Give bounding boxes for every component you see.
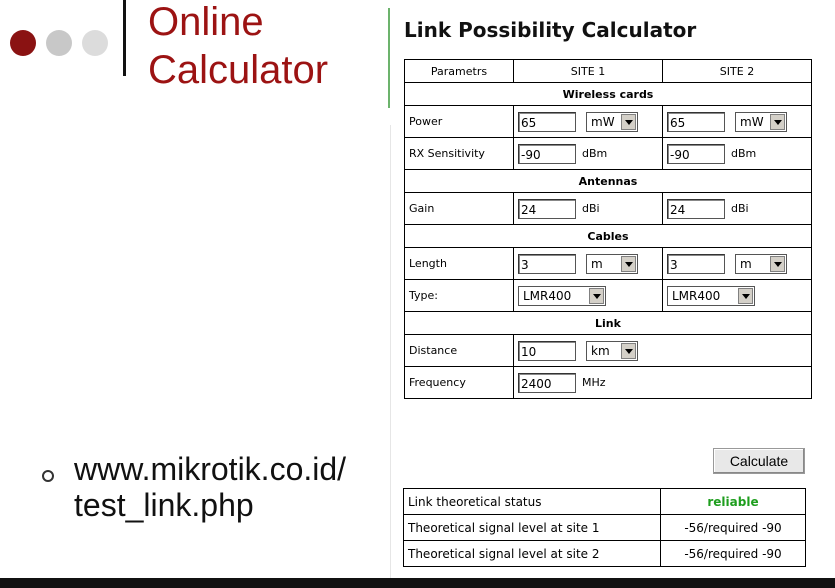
gray-dot-icon xyxy=(46,30,72,56)
section-cables: Cables xyxy=(405,225,812,248)
header-site1: SITE 1 xyxy=(514,60,663,83)
chevron-down-icon[interactable] xyxy=(621,256,636,272)
calculator-title: Link Possibility Calculator xyxy=(404,18,697,42)
length-site2-unit-select[interactable]: m xyxy=(735,254,787,274)
result-label: Theoretical signal level at site 2 xyxy=(404,541,661,567)
rx-site2-input[interactable]: -90 xyxy=(667,144,725,164)
rx-label: RX Sensitivity xyxy=(405,138,514,170)
header-param: Parametrs xyxy=(405,60,514,83)
slide-dots xyxy=(10,30,120,60)
chevron-down-icon[interactable] xyxy=(589,288,604,304)
chevron-down-icon[interactable] xyxy=(770,256,785,272)
length-site2-cell xyxy=(663,248,812,280)
result-value: -56/required -90 xyxy=(661,515,806,541)
url-line2: test_link.php xyxy=(74,487,254,523)
table-row xyxy=(405,138,812,170)
power-site2-unit-select[interactable]: mW xyxy=(735,112,787,132)
distance-cell xyxy=(514,335,812,367)
result-label: Theoretical signal level at site 1 xyxy=(404,515,661,541)
table-row xyxy=(405,193,812,225)
bottom-bar xyxy=(0,578,835,588)
rx-site1-input[interactable]: -90 xyxy=(518,144,576,164)
table-row xyxy=(405,367,812,399)
length-site1-input[interactable]: 3 xyxy=(518,254,576,274)
title-divider xyxy=(123,0,126,76)
url-line1: www.mikrotik.co.id/ xyxy=(74,451,347,487)
length-site1-unit-select[interactable]: m xyxy=(586,254,638,274)
type-site1-cell xyxy=(514,280,663,312)
gain-site1-cell xyxy=(514,193,663,225)
rx-site1-unit: dBm xyxy=(582,147,608,160)
result-value: -56/required -90 xyxy=(661,541,806,567)
table-row xyxy=(405,106,812,138)
frequency-unit: MHz xyxy=(582,376,606,389)
power-site1-unit-select[interactable]: mW xyxy=(586,112,638,132)
url-text xyxy=(74,451,346,523)
section-row xyxy=(405,225,812,248)
length-site1-cell xyxy=(514,248,663,280)
table-row xyxy=(404,515,806,541)
table-row xyxy=(404,489,806,515)
header-site2: SITE 2 xyxy=(663,60,812,83)
results-table xyxy=(403,488,806,567)
section-antennas: Antennas xyxy=(405,170,812,193)
rx-site2-unit: dBm xyxy=(731,147,757,160)
type-site2-select[interactable]: LMR400 xyxy=(667,286,755,306)
frequency-label: Frequency xyxy=(405,367,514,399)
section-row xyxy=(405,170,812,193)
type-site1-select[interactable]: LMR400 xyxy=(518,286,606,306)
table-row xyxy=(405,248,812,280)
type-site2-cell xyxy=(663,280,812,312)
section-row xyxy=(405,312,812,335)
gray-dot-icon xyxy=(82,30,108,56)
table-row xyxy=(405,335,812,367)
length-label: Length xyxy=(405,248,514,280)
section-link: Link xyxy=(405,312,812,335)
table-row xyxy=(405,280,812,312)
rx-site2-cell xyxy=(663,138,812,170)
gain-site2-cell xyxy=(663,193,812,225)
power-site2-input[interactable]: 65 xyxy=(667,112,725,132)
chevron-down-icon[interactable] xyxy=(770,114,785,130)
table-header-row xyxy=(405,60,812,83)
gain-label: Gain xyxy=(405,193,514,225)
type-label: Type: xyxy=(405,280,514,312)
gain-site2-input[interactable]: 24 xyxy=(667,199,725,219)
gain-site1-unit: dBi xyxy=(582,202,600,215)
red-dot-icon xyxy=(10,30,36,56)
section-wireless: Wireless cards xyxy=(405,83,812,106)
power-site2-cell xyxy=(663,106,812,138)
gain-site2-unit: dBi xyxy=(731,202,749,215)
status-badge: reliable xyxy=(661,489,806,515)
gain-site1-input[interactable]: 24 xyxy=(518,199,576,219)
slide-title-line2: Calculator xyxy=(148,48,329,92)
power-label: Power xyxy=(405,106,514,138)
distance-input[interactable]: 10 xyxy=(518,341,576,361)
chevron-down-icon[interactable] xyxy=(621,114,636,130)
frequency-input[interactable]: 2400 xyxy=(518,373,576,393)
length-site2-input[interactable]: 3 xyxy=(667,254,725,274)
rx-site1-cell xyxy=(514,138,663,170)
bullet-icon xyxy=(42,470,54,482)
distance-label: Distance xyxy=(405,335,514,367)
frequency-cell xyxy=(514,367,812,399)
slide-title-line1: Online xyxy=(148,0,264,44)
power-site1-cell xyxy=(514,106,663,138)
table-row xyxy=(404,541,806,567)
distance-unit-select[interactable]: km xyxy=(586,341,638,361)
chevron-down-icon[interactable] xyxy=(738,288,753,304)
slide-title xyxy=(148,0,328,94)
calculator-form-table xyxy=(404,59,812,399)
result-label: Link theoretical status xyxy=(404,489,661,515)
green-divider xyxy=(388,8,390,108)
power-site1-input[interactable]: 65 xyxy=(518,112,576,132)
calculate-button[interactable]: Calculate xyxy=(713,448,805,474)
section-row xyxy=(405,83,812,106)
chevron-down-icon[interactable] xyxy=(621,343,636,359)
